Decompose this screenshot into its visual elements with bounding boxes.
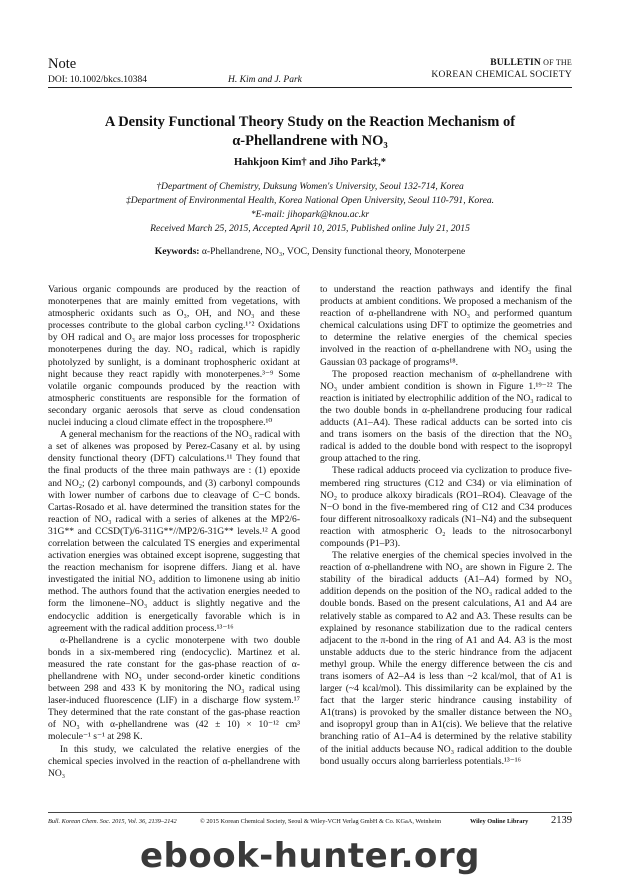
keywords-label: Keywords: — [154, 246, 200, 257]
paragraph: In this study, we calculated the relative energies of the chemical species involved in the reaction of α-phellandrene with NO₃ — [48, 743, 300, 779]
header-divider — [48, 87, 572, 88]
body-column-right — [320, 284, 572, 768]
paragraph: α-Phellandrene is a cyclic monoterpene with two double bonds in a six-membered ring (endocyclic). Martinez et al. measured the rate constant for the gas-phase reaction of α-phellandrene with NO₃ under second-order kinetic conditions between 298 and 433 K by monitoring the NO₃ radical using laser-induced fluorescence (LIF) in a discharge flow system.¹⁷ They determined that the rate constant of the gas-phase reaction of NO₃ with α-phellandrene was (42 ± 10) × 10⁻¹² cm³ molecule⁻¹ s⁻¹ at 298 K. — [48, 634, 300, 743]
article-type: Note — [48, 56, 77, 72]
footer-divider — [48, 812, 572, 813]
doi[interactable]: DOI: 10.1002/bkcs.10384 — [48, 75, 147, 85]
article-title-line2: α-Phellandrene with NO₃ — [232, 133, 388, 149]
paragraph: These radical adducts proceed via cyclization to produce five-membered ring structures (C12 and C34) or via elimination of NO₂ to produce alkoxy biradicals (RO1–RO4). Cleavage of the N−O bond in the five-membered ring of C12 and C34 produces four different nitrosoalkoxy radicals (N1–N4) and the subsequent reaction with atmospheric O₂ leads to the nitrosocarbonyl compounds (P1–P3). — [320, 465, 572, 549]
keywords — [48, 246, 572, 257]
article-title-line1: A Density Functional Theory Study on the Reaction Mechanism of — [104, 114, 516, 130]
paragraph: A general mechanism for the reactions of the NO₃ radical with a set of alkenes was proposed by Perez-Casany et al. by using density functional theory (DFT) calculations.¹¹ They found that the final products of the three main pathways are : (1) epoxide and NO₂; (2) carbonyl compounds, and (3) carbonyl compounds with lower number of carbons due to cleavage of C−C bonds. Cartas-Rosado et al. have determined the transition states for the reaction of NO₃ radical with a series of alkenes at the MP2/6-31G** and CCSD(T)/6-311G**//MP2/6-31G** levels.¹² A good correlation between the calculated TS energies and experimental activation energies was obtained except isoprene, suggesting that the reaction mechanism for isoprene differs. Jiang et al. have investigated the initial NO₃ addition to limonene using ab initio method. The authors found that the activation energies needed to form the limonene–NO₃ adduct is slightly negative and the endocyclic addition is energetically favorable which is in agreement with the radical addition process.¹³⁻¹⁶ — [48, 429, 300, 634]
watermark: ebook-hunter.org — [139, 836, 481, 876]
keywords-text: α-Phellandrene, NO₃, VOC, Density functional theory, Monoterpene — [199, 246, 466, 257]
journal-name — [431, 58, 572, 80]
running-authors: H. Kim and J. Park — [228, 75, 302, 85]
footer-library[interactable]: Wiley Online Library — [470, 818, 529, 825]
paragraph: Various organic compounds are produced by the reaction of monoterpenes that are mainly emitted from vegetations, with atmospheric oxidants such as O₃, OH, and NO₃ and these processes contribute to the global carbon cycling.¹ʼ² Oxidations by OH radical and O₃ are major loss processes for tropospheric monoterpenes during the day. NO₃ radical, which is rapidly photolyzed by sunlight, is a dominant trophospheric oxidant at night because they react rapidly with monoterpenes.³⁻⁹ Some volatile organic compounds produced by the reaction with atmospheric constituents are responsible for the formation of secondary organic aerosols that serve as cloud condensation nuclei inducing a cloud climate effect in the troposphere.¹⁰ — [48, 284, 300, 429]
body-column-left — [48, 284, 300, 780]
paragraph: The proposed reaction mechanism of α-phellandrene with NO₃ under ambient condition is shown in Figure 1.¹⁹⁻²² The reaction is initiated by electrophilic addition of the NO₃ radical to the two double bonds in α-phellandrene producing four radical adducts (A1–A4). These radical adducts can be sorted into cis and trans isomers on the basis of the direction that the NO₃ radical is added to the double bond with respect to the isopropyl group attached to the ring. — [320, 368, 572, 465]
received-dates: Received March 25, 2015, Accepted April 10, 2015, Published online July 21, 2015 — [150, 223, 470, 234]
affiliation-1: †Department of Chemistry, Duksung Women's University, Seoul 132-714, Korea — [156, 181, 464, 192]
journal-name-line1: BULLETIN — [490, 58, 541, 68]
paragraph: to understand the reaction pathways and identify the final products at ambient conditions. We proposed a mechanism of the reaction of α-phellandrene with NO₃ and performed quantum chemical calculations using DFT to optimize the geometries and to determine the relative energies of the chemical species involved in the reaction of α-phellandrene with NO₃ using the Gaussian 03 package of programs¹⁸. — [320, 284, 572, 368]
journal-name-of: OF THE — [540, 58, 572, 67]
page-number: 2139 — [551, 815, 572, 826]
footer-copyright: © 2015 Korean Chemical Society, Seoul & Wiley-VCH Verlag GmbH & Co. KGaA, Weinheim — [200, 818, 442, 825]
paragraph: The relative energies of the chemical species involved in the reaction of α-phellandrene with NO₃ are shown in Figure 2. The stability of the biradical adducts (A1–A4) formed by NO₃ addition depends on the position of the NO₃ radical added to the double bonds. Based on the present calculations, A1 and A4 are relatively stable as compared to A2 and A3. These results can be explained by resonance stabilization due to the radical centers adjacent to the π-bond in the ring of A1 and A4. A3 is the most unstable adducts due to the steric hindrance from the adjacent methyl group. While the energy difference between the cis and trans isomers of A2–A4 is less than ~2 kcal/mol, that of A1 is larger (~4 kcal/mol). This dissimilarity can be explained by the fact that the larger steric hindrance causing instability of A1(trans) is provoked by the smaller distance between the NO₃ and isopropyl group than in A1(cis). We believe that the relative branching ratio of A1–A4 is determined by the relative stability of the initial adducts because NO₃ radical addition to the double bond usually occurs along barrierless potentials.¹³⁻¹⁶ — [320, 550, 572, 767]
author-list: Hahkjoon Kim† and Jiho Park‡,* — [234, 157, 386, 168]
footer-citation: Bull. Korean Chem. Soc. 2015, Vol. 36, 2139–2142 — [48, 818, 177, 825]
journal-name-line2: KOREAN CHEMICAL SOCIETY — [431, 70, 572, 80]
affiliation-2: ‡Department of Environmental Health, Korea National Open University, Seoul 110-791, Korea. — [125, 195, 495, 206]
corresponding-email[interactable]: *E-mail: jihopark@knou.ac.kr — [250, 209, 370, 220]
